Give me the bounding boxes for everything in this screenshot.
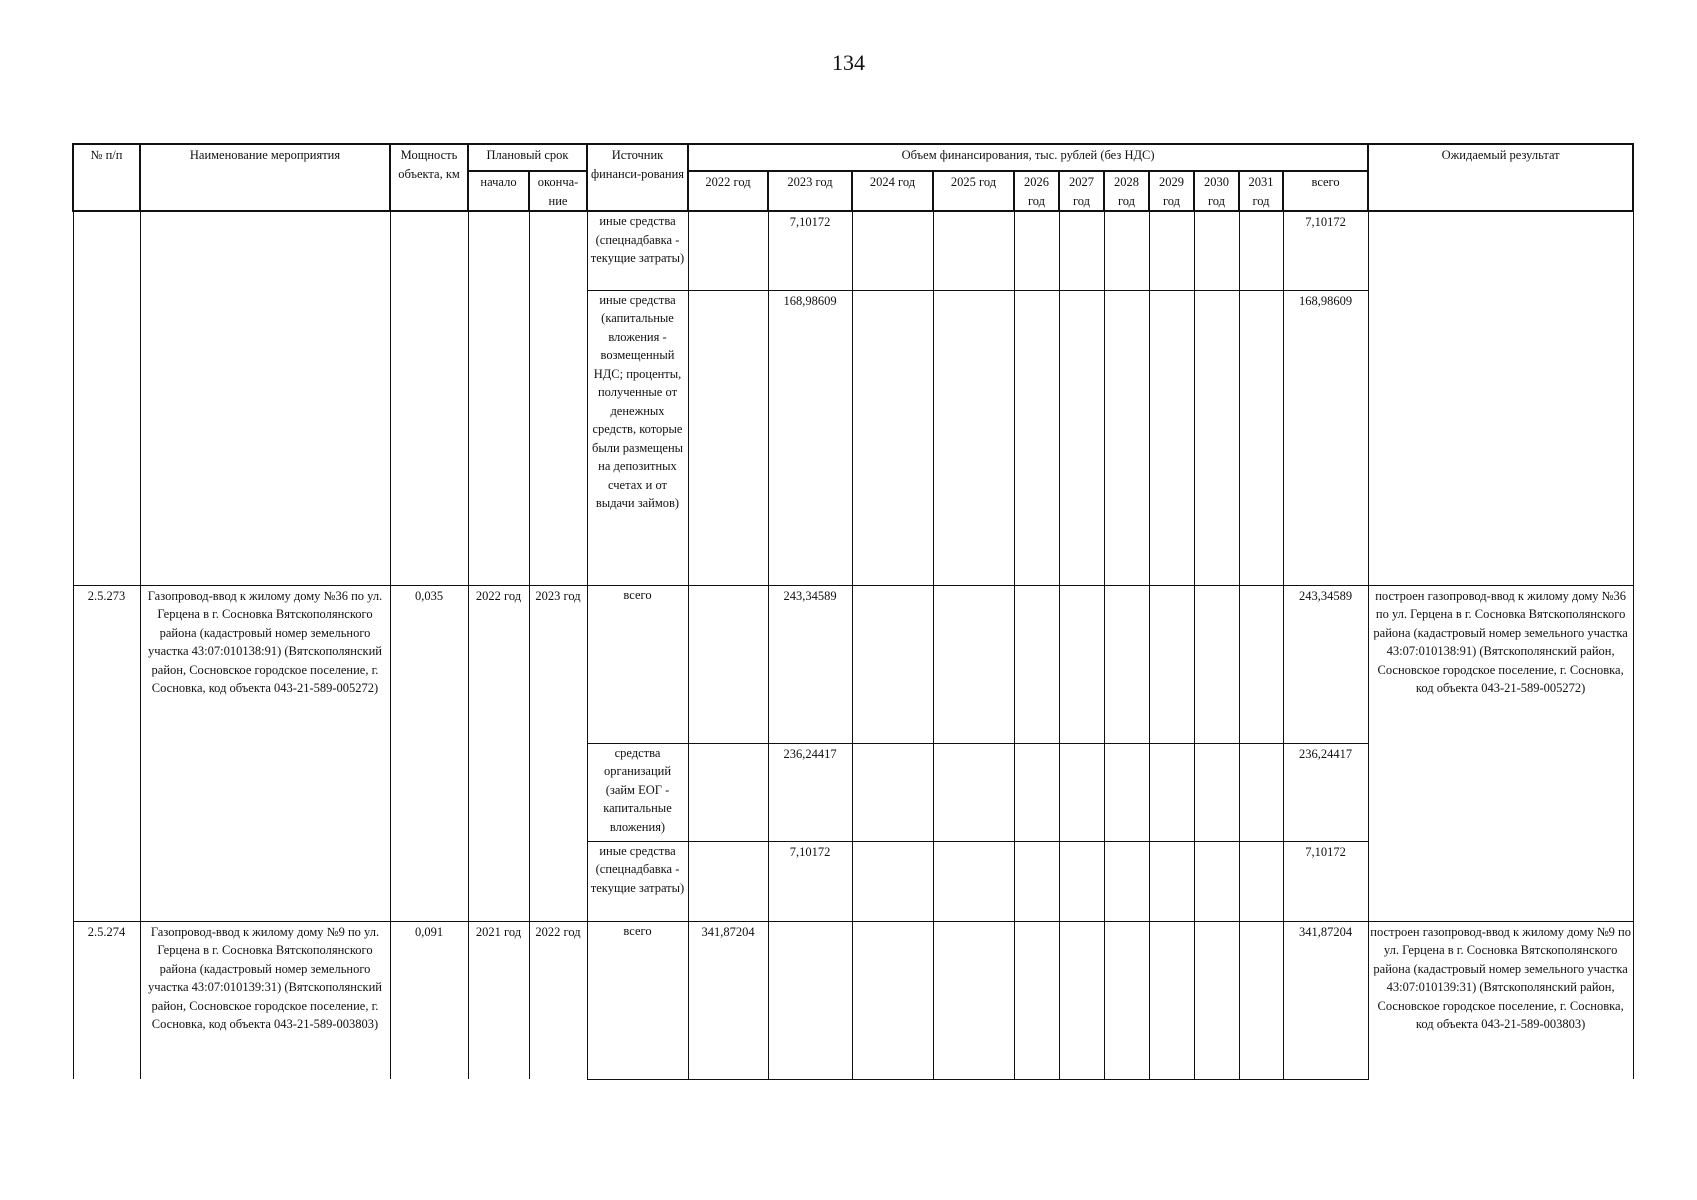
header-year: 2031 год bbox=[1239, 171, 1283, 211]
row-power: 0,091 bbox=[390, 921, 468, 1079]
header-power: Мощность объекта, км bbox=[390, 144, 468, 211]
total-cell: 168,98609 bbox=[1283, 290, 1368, 585]
header-funding: Объем финансирования, тыс. рублей (без НДС) bbox=[688, 144, 1368, 171]
header-name: Наименование мероприятия bbox=[140, 144, 390, 211]
header-total: всего bbox=[1283, 171, 1368, 211]
page-number: 134 bbox=[832, 50, 865, 75]
row-end: 2023 год bbox=[529, 585, 587, 921]
source-cell: средства организаций (займ ЕОГ - капитальные вложения) bbox=[587, 743, 688, 841]
table-row bbox=[73, 211, 1633, 290]
header-year: 2023 год bbox=[768, 171, 852, 211]
value-cell: 168,98609 bbox=[768, 290, 852, 585]
header-year: 2022 год bbox=[688, 171, 768, 211]
header-year: 2027 год bbox=[1059, 171, 1104, 211]
header-end: оконча-ние bbox=[529, 171, 587, 211]
total-cell: 7,10172 bbox=[1283, 841, 1368, 921]
source-cell: всего bbox=[587, 585, 688, 743]
source-cell: иные средства (спецнадбавка - текущие затраты) bbox=[587, 211, 688, 290]
row-power: 0,035 bbox=[390, 585, 468, 921]
header-year: 2024 год bbox=[852, 171, 933, 211]
header-result: Ожидаемый результат bbox=[1368, 144, 1633, 211]
header-plan-term: Плановый срок bbox=[468, 144, 587, 171]
row-num: 2.5.273 bbox=[73, 585, 140, 921]
source-cell: иные средства (капитальные вложения - возмещенный НДС; проценты, полученные от денежных средств, которые были размещены на депозитных счетах и от выдачи займов) bbox=[587, 290, 688, 585]
value-cell: 243,34589 bbox=[768, 585, 852, 743]
header-num: № п/п bbox=[73, 144, 140, 211]
total-cell: 243,34589 bbox=[1283, 585, 1368, 743]
row-name: Газопровод-ввод к жилому дому №9 по ул. Герцена в г. Сосновка Вятскополянского района (кадастровый номер земельного участка 43:07:010139:31) (Вятскополянский район, Сосновское городское поселение, г. Сосновка, код объекта 043-21-589-003803) bbox=[140, 921, 390, 1079]
source-cell: иные средства (спецнадбавка - текущие затраты) bbox=[587, 841, 688, 921]
total-cell: 341,87204 bbox=[1283, 921, 1368, 1079]
value-cell: 236,24417 bbox=[768, 743, 852, 841]
funding-table bbox=[72, 143, 1634, 1080]
table-row bbox=[73, 585, 1633, 743]
header-start: начало bbox=[468, 171, 529, 211]
row-num: 2.5.274 bbox=[73, 921, 140, 1079]
header-year: 2029 год bbox=[1149, 171, 1194, 211]
row-name: Газопровод-ввод к жилому дому №36 по ул. Герцена в г. Сосновка Вятскополянского района (кадастровый номер земельного участка 43:07:010138:91) (Вятскополянский район, Сосновское городское поселение, г. Сосновка, код объекта 043-21-589-005272) bbox=[140, 585, 390, 921]
row-start: 2021 год bbox=[468, 921, 529, 1079]
table-row bbox=[73, 921, 1633, 1079]
row-start: 2022 год bbox=[468, 585, 529, 921]
row-end: 2022 год bbox=[529, 921, 587, 1079]
row-result: построен газопровод-ввод к жилому дому №9 по ул. Герцена в г. Сосновка Вятскополянского района (кадастровый номер земельного участка 43:07:010139:31) (Вятскополянский район, Сосновское городское поселение, г. Сосновка, код объекта 043-21-589-003803) bbox=[1368, 921, 1633, 1079]
header-year: 2028 год bbox=[1104, 171, 1149, 211]
value-cell: 341,87204 bbox=[688, 921, 768, 1079]
value-cell: 7,10172 bbox=[768, 211, 852, 290]
header-year: 2025 год bbox=[933, 171, 1014, 211]
header-year: 2026 год bbox=[1014, 171, 1059, 211]
total-cell: 7,10172 bbox=[1283, 211, 1368, 290]
header-year: 2030 год bbox=[1194, 171, 1239, 211]
source-cell: всего bbox=[587, 921, 688, 1079]
row-result: построен газопровод-ввод к жилому дому №36 по ул. Герцена в г. Сосновка Вятскополянского района (кадастровый номер земельного участка 43:07:010138:91) (Вятскополянский район, Сосновское городское поселение, г. Сосновка, код объекта 043-21-589-005272) bbox=[1368, 585, 1633, 921]
header-source: Источник финанси-рования bbox=[587, 144, 688, 211]
total-cell: 236,24417 bbox=[1283, 743, 1368, 841]
value-cell: 7,10172 bbox=[768, 841, 852, 921]
